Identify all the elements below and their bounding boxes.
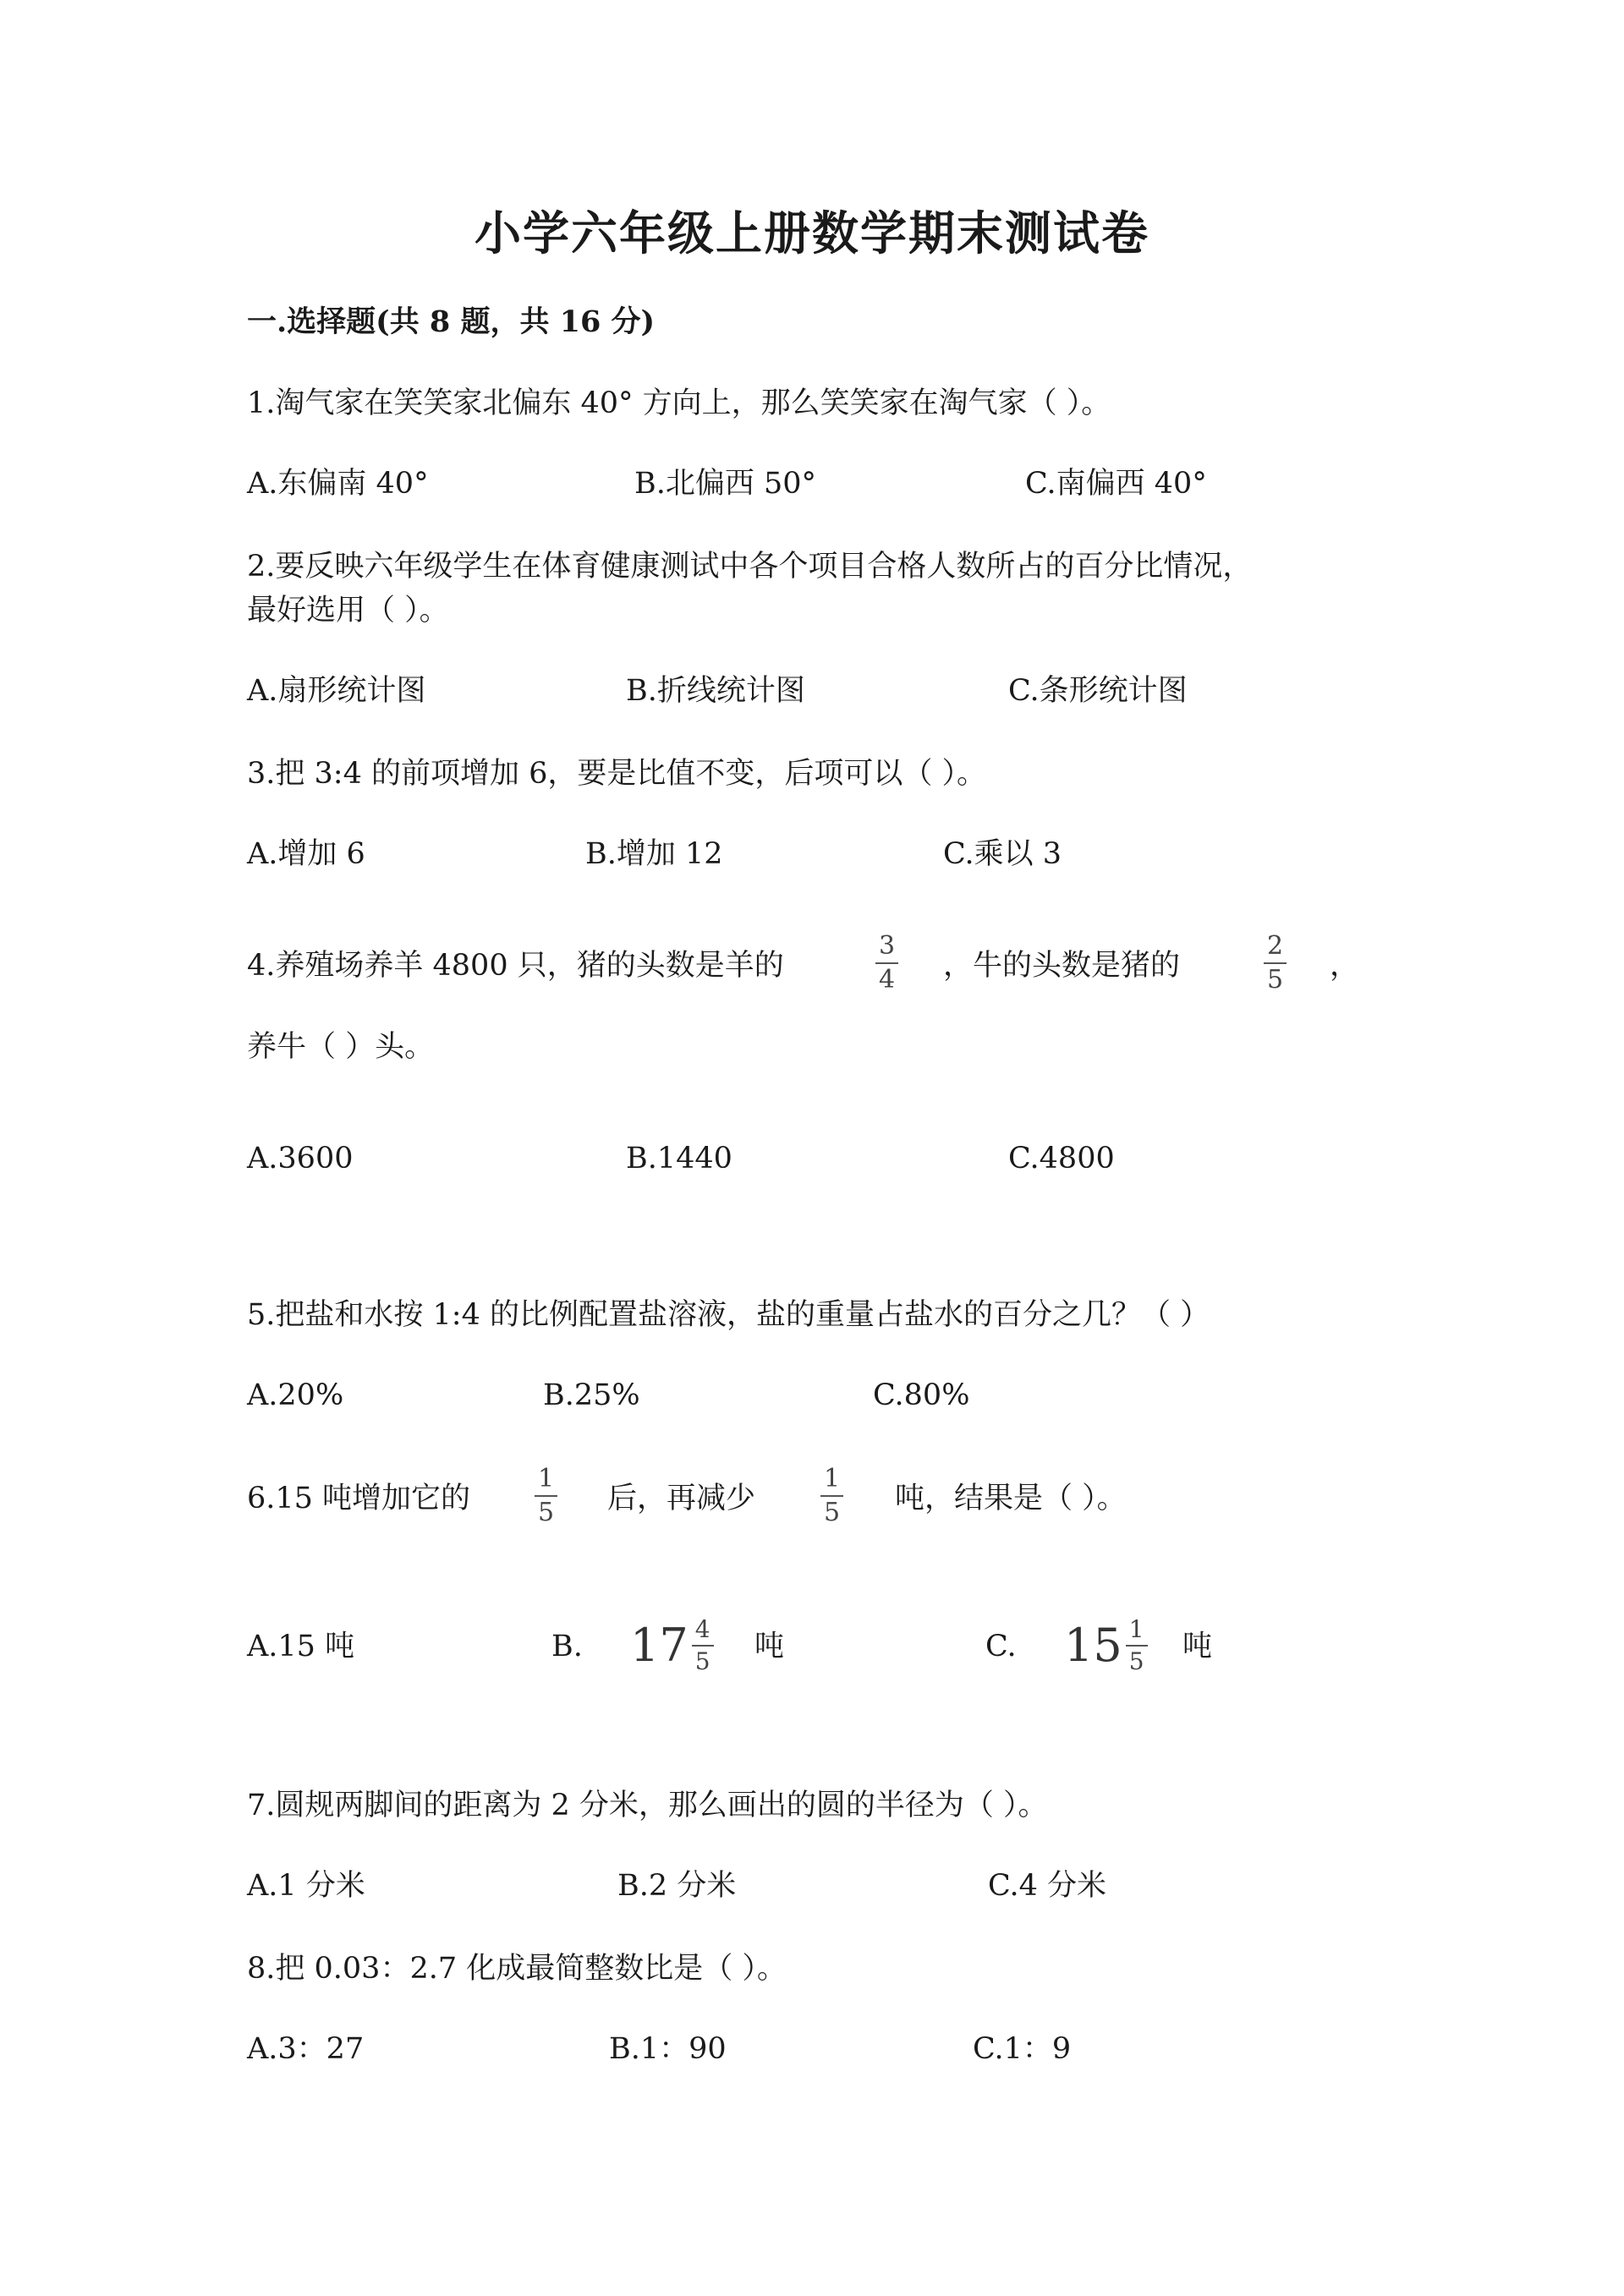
q6-fraction-1 — [535, 1466, 557, 1526]
question-6-part-2: 后，再减少 — [607, 1482, 756, 1515]
question-6-part-1: 6.15 吨增加它的 — [247, 1482, 471, 1515]
q3-option-c[interactable]: C.乘以 3 — [943, 837, 1062, 871]
fraction-numerator: 1 — [1126, 1617, 1148, 1647]
q6-option-b-label[interactable]: B. — [551, 1630, 583, 1663]
fraction-numerator: 3 — [875, 933, 898, 964]
question-4-part-2: ，牛的头数是猪的 — [943, 949, 1181, 983]
q4-option-c[interactable]: C.4800 — [1008, 1142, 1115, 1175]
q1-option-b[interactable]: B.北偏西 50° — [634, 467, 817, 501]
q7-option-c[interactable]: C.4 分米 — [988, 1869, 1107, 1903]
fraction-denominator: 4 — [879, 965, 896, 995]
q4-option-b[interactable]: B.1440 — [626, 1142, 732, 1175]
q6-option-a[interactable]: A.15 吨 — [247, 1630, 355, 1663]
fraction-denominator: 5 — [1128, 1647, 1144, 1675]
page-title: 小学六年级上册数学期末测试卷 — [474, 205, 1149, 260]
fraction-denominator: 5 — [694, 1647, 710, 1675]
q4-fraction-3-4 — [875, 933, 898, 994]
q6-option-c-mixed-number — [1064, 1617, 1148, 1674]
question-6-part-3: 吨，结果是（ ）。 — [895, 1482, 1127, 1515]
fraction-numerator: 1 — [820, 1466, 843, 1497]
q8-option-a[interactable]: A.3：27 — [247, 2032, 365, 2066]
q6-option-b-unit: 吨 — [754, 1630, 785, 1663]
fraction-numerator: 4 — [692, 1617, 714, 1647]
q7-option-a[interactable]: A.1 分米 — [247, 1869, 365, 1903]
question-5: 5.把盐和水按 1:4 的比例配置盐溶液，盐的重量占盐水的百分之几？（ ） — [247, 1298, 1210, 1332]
q3-option-a[interactable]: A.增加 6 — [247, 837, 365, 871]
section-heading: 一.选择题(共 8 题，共 16 分) — [247, 304, 656, 339]
question-7: 7.圆规两脚间的距离为 2 分米，那么画出的圆的半径为（ ）。 — [247, 1789, 1048, 1822]
q2-option-b[interactable]: B.折线统计图 — [626, 674, 805, 708]
question-1: 1.淘气家在笑笑家北偏东 40° 方向上，那么笑笑家在淘气家（ ）。 — [247, 386, 1111, 420]
question-3: 3.把 3:4 的前项增加 6，要是比值不变，后项可以（ ）。 — [247, 757, 986, 791]
mixed-number-whole: 15 — [1064, 1619, 1122, 1672]
q2-option-c[interactable]: C.条形统计图 — [1008, 674, 1188, 708]
fraction-denominator: 5 — [824, 1498, 841, 1527]
q5-option-b[interactable]: B.25% — [543, 1378, 640, 1412]
q3-option-b[interactable]: B.增加 12 — [585, 837, 723, 871]
fraction-denominator: 5 — [1267, 965, 1284, 995]
question-4-part-1: 4.养殖场养羊 4800 只，猪的头数是羊的 — [247, 949, 784, 983]
q1-option-c[interactable]: C.南偏西 40° — [1025, 467, 1207, 501]
fraction-denominator: 5 — [538, 1498, 555, 1527]
q6-fraction-2 — [820, 1466, 843, 1526]
fraction-numerator: 1 — [535, 1466, 557, 1497]
question-4-part-3: ， — [1330, 949, 1360, 983]
q8-option-b[interactable]: B.1：90 — [609, 2032, 727, 2066]
q7-option-b[interactable]: B.2 分米 — [617, 1869, 737, 1903]
q6-option-c-label[interactable]: C. — [985, 1630, 1017, 1663]
q5-option-a[interactable]: A.20% — [247, 1378, 344, 1412]
q6-option-c-unit: 吨 — [1182, 1630, 1213, 1663]
question-4-line-2: 养牛（ ）头。 — [247, 1030, 435, 1064]
q1-option-a[interactable]: A.东偏南 40° — [247, 467, 429, 501]
q8-option-c[interactable]: C.1：9 — [973, 2032, 1072, 2066]
question-2-line-1: 2.要反映六年级学生在体育健康测试中各个项目合格人数所占的百分比情况， — [247, 550, 1253, 584]
q4-option-a[interactable]: A.3600 — [247, 1142, 354, 1175]
q6-option-b-mixed-number — [630, 1617, 714, 1674]
q4-fraction-2-5 — [1264, 933, 1287, 994]
q5-option-c[interactable]: C.80% — [873, 1378, 970, 1412]
fraction-numerator: 2 — [1264, 933, 1287, 964]
question-8: 8.把 0.03：2.7 化成最简整数比是（ ）。 — [247, 1952, 787, 1986]
mixed-number-whole: 17 — [630, 1619, 689, 1672]
question-2-line-2: 最好选用（ ）。 — [247, 594, 449, 627]
q2-option-a[interactable]: A.扇形统计图 — [247, 674, 426, 708]
